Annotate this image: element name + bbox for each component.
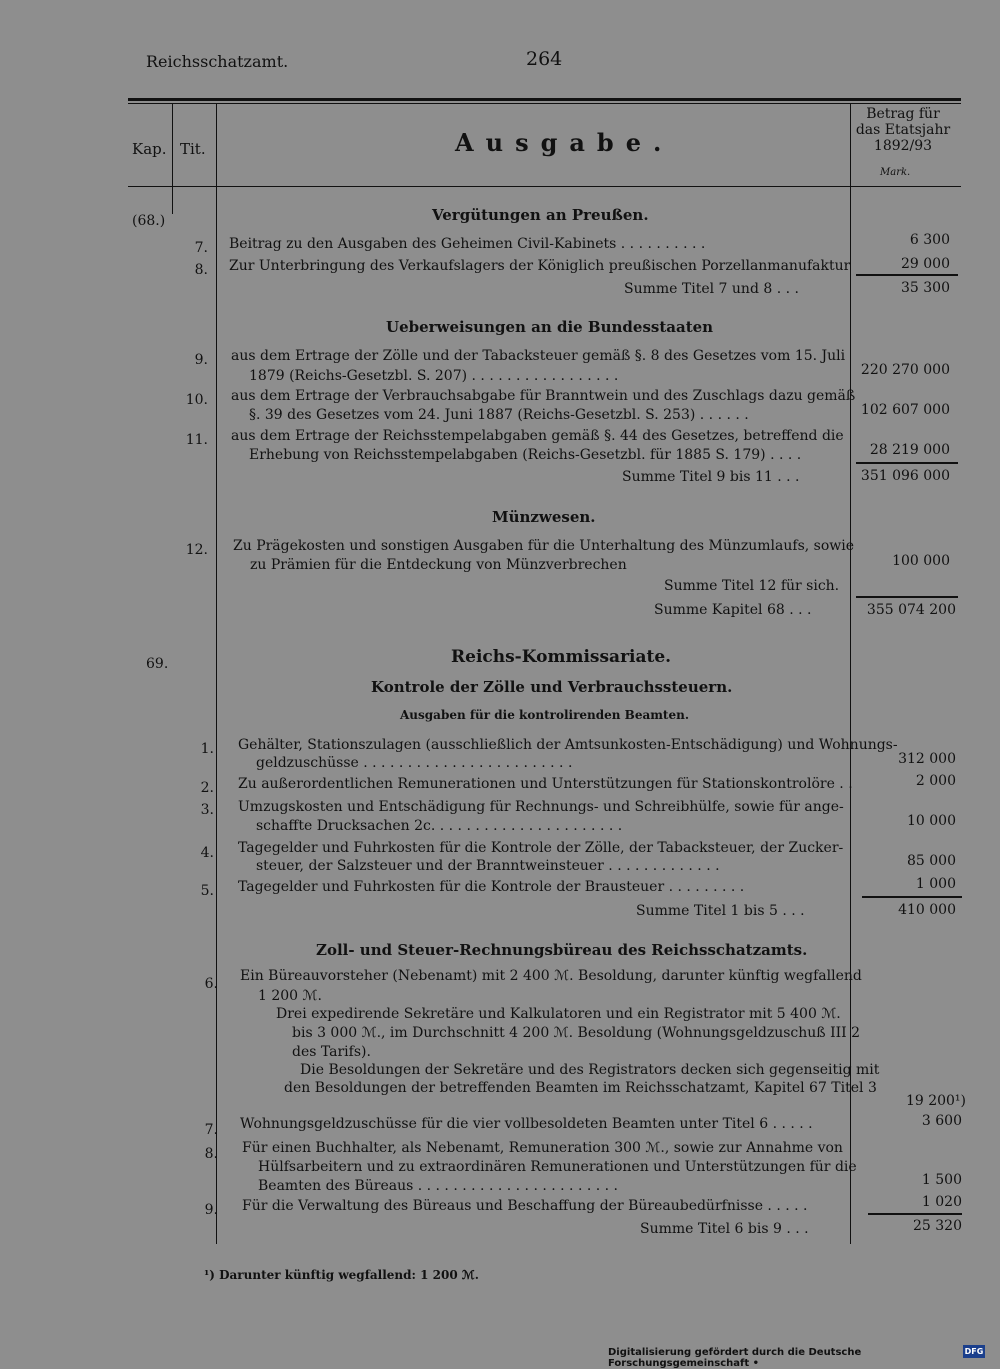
row-text: Umzugskosten und Entschädigung für Rechnungs- und Schreibhülfe, sowie für ange- <box>238 799 844 815</box>
row-amount: 100 000 <box>892 553 950 569</box>
tit-8: 8. <box>194 262 208 278</box>
tit-3: 3. <box>200 802 214 818</box>
tit-12: 12. <box>185 542 208 558</box>
row-amount: 1 020 <box>921 1194 962 1210</box>
section-heading: Vergütungen an Preußen. <box>432 206 649 224</box>
tit-9: 9. <box>204 1202 218 1218</box>
sum-amount: 355 074 200 <box>866 602 956 618</box>
currency-label: Mark. <box>880 167 911 178</box>
sum-label: Summe Titel 7 und 8 . . . <box>624 281 799 297</box>
sum-rule <box>856 462 958 464</box>
tit-7: 7. <box>194 240 208 256</box>
dfg-logo: DFG <box>964 1347 984 1356</box>
kap-header: Kap. <box>132 140 167 158</box>
row-text-cont: §. 39 des Gesetzes vom 24. Juni 1887 (Reichs-Gesetzbl. S. 253) . . . . . . <box>249 407 749 423</box>
sum-label: Summe Titel 9 bis 11 . . . <box>622 469 800 485</box>
sum-label: Summe Titel 1 bis 5 . . . <box>636 903 805 919</box>
row-text-cont: Die Besoldungen der Sekretäre und des Registrators decken sich gegenseitig mit <box>300 1062 880 1078</box>
betrag-line-2: das Etatsjahr <box>855 122 951 138</box>
section-heading: Münzwesen. <box>492 508 596 526</box>
betrag-line-1: Betrag für <box>866 106 940 122</box>
kap-69: 69. <box>146 656 169 672</box>
row-text-cont: 1879 (Reichs-Gesetzbl. S. 207) . . . . . . . . . . . . . . . . . <box>249 368 619 384</box>
kap-tit-divider <box>172 104 173 214</box>
row-text: aus dem Ertrage der Verbrauchsabgabe für Branntwein und des Zuschlags dazu gemäß <box>231 388 856 404</box>
row-text-cont: geldzuschüsse . . . . . . . . . . . . . . . . . . . . . . . . <box>256 755 573 771</box>
sum-rule <box>856 274 958 276</box>
row-text-cont: zu Prämien für die Entdeckung von Münzverbrechen <box>250 557 627 573</box>
row-text-cont: Hülfsarbeitern und zu extraordinären Remunerationen und Unterstützungen für die <box>258 1159 857 1175</box>
row-text-cont: Erhebung von Reichsstempelabgaben (Reichs-Gesetzbl. für 1885 S. 179) . . . . <box>249 447 802 463</box>
tit-9: 9. <box>194 352 208 368</box>
section-heading: Zoll- und Steuer-Rechnungsbüreau des Reichsschatzamts. <box>316 941 808 959</box>
row-amount: 1 500 <box>921 1172 962 1188</box>
row-text-cont: Drei expedirende Sekretäre und Kalkulatoren und ein Registrator mit 5 400 ℳ. <box>276 1006 841 1022</box>
top-rule-thin <box>128 103 961 104</box>
tit-2: 2. <box>200 780 214 796</box>
row-amount: 29 000 <box>901 256 950 272</box>
row-amount: 28 219 000 <box>869 442 950 458</box>
row-text: Beitrag zu den Ausgaben des Geheimen Civil-Kabinets . . . . . . . . . . <box>229 236 706 252</box>
row-amount: 6 300 <box>909 232 950 248</box>
row-text: Zur Unterbringung des Verkaufslagers der Königlich preußischen Porzellanmanufaktur <box>229 258 851 274</box>
tit-8: 8. <box>204 1146 218 1162</box>
sum-label: Summe Titel 6 bis 9 . . . <box>640 1221 809 1237</box>
tit-1: 1. <box>200 741 214 757</box>
tit-10: 10. <box>185 392 208 408</box>
tit-6: 6. <box>204 976 218 992</box>
kap-68: (68.) <box>132 213 166 229</box>
row-amount: 10 000 <box>907 813 956 829</box>
row-text: Für die Verwaltung des Büreaus und Beschaffung der Büreaubedürfnisse . . . . . <box>242 1198 808 1214</box>
page-title: Ausgabe. <box>455 128 674 157</box>
sum-rule <box>868 1213 962 1215</box>
row-text-cont: Beamten des Büreaus . . . . . . . . . . . . . . . . . . . . . . . <box>258 1178 618 1194</box>
row-text: Zu Prägekosten und sonstigen Ausgaben für die Unterhaltung des Münzumlaufs, sowie <box>233 538 855 554</box>
row-amount: 19 200¹) <box>905 1093 966 1109</box>
row-amount: 220 270 000 <box>860 362 950 378</box>
footnote: ¹) Darunter künftig wegfallend: 1 200 ℳ. <box>204 1268 479 1282</box>
section-heading: Reichs-Kommissariate. <box>451 647 672 667</box>
row-text: Für einen Buchhalter, als Nebenamt, Remuneration 300 ℳ., sowie zur Annahme von <box>242 1140 843 1156</box>
row-text: Zu außerordentlichen Remunerationen und Unterstützungen für Stationskontrolöre . . <box>238 776 853 792</box>
row-text: Wohnungsgeldzuschüsse für die vier vollbesoldeten Beamten unter Titel 6 . . . . . <box>240 1116 813 1132</box>
header-rule <box>128 186 961 187</box>
row-text: aus dem Ertrage der Reichsstempelabgaben gemäß §. 44 des Gesetzes, betreffend die <box>231 428 844 444</box>
row-text: Tagegelder und Fuhrkosten für die Kontrole der Brausteuer . . . . . . . . . <box>238 879 745 895</box>
row-text: Tagegelder und Fuhrkosten für die Kontrole der Zölle, der Tabacksteuer, der Zucker- <box>238 840 844 856</box>
sum-rule <box>862 896 962 898</box>
row-text-cont: steuer, der Salzsteuer und der Branntweinsteuer . . . . . . . . . . . . . <box>256 858 720 874</box>
row-amount: 1 000 <box>915 876 956 892</box>
sum-label: Summe Kapitel 68 . . . <box>654 602 812 618</box>
tit-11: 11. <box>185 432 208 448</box>
row-text: Gehälter, Stationszulagen (ausschließlich der Amtsunkosten-Entschädigung) und Wohnungs- <box>238 737 898 753</box>
page-number: 264 <box>526 48 563 70</box>
row-text-cont: schaffte Drucksachen 2c. . . . . . . . . . . . . . . . . . . . . . <box>256 818 623 834</box>
betrag-header <box>853 106 953 154</box>
top-rule-thick <box>128 98 961 101</box>
betrag-line-3: 1892/93 <box>873 138 933 154</box>
row-amount: 2 000 <box>915 773 956 789</box>
dfg-notice: Digitalisierung gefördert durch die Deutsche Forschungsgemeinschaft • <box>608 1347 862 1369</box>
row-text: Ein Büreauvorsteher (Nebenamt) mit 2 400 ℳ. Besoldung, darunter künftig wegfallend <box>240 968 862 984</box>
tit-4: 4. <box>200 845 214 861</box>
row-text-cont: bis 3 000 ℳ., im Durchschnitt 4 200 ℳ. Besoldung (Wohnungsgeldzuschuß III 2 <box>292 1025 861 1041</box>
row-amount: 3 600 <box>921 1113 962 1129</box>
row-text: aus dem Ertrage der Zölle und der Tabacksteuer gemäß §. 8 des Gesetzes vom 15. Juli <box>231 348 846 364</box>
sum-amount: 351 096 000 <box>860 468 950 484</box>
row-amount: 312 000 <box>898 751 956 767</box>
tit-header: Tit. <box>180 140 206 158</box>
row-text-cont: des Tarifs). <box>292 1044 371 1060</box>
row-amount: 102 607 000 <box>860 402 950 418</box>
sum-amount: 410 000 <box>898 902 956 918</box>
row-text-cont: den Besoldungen der betreffenden Beamten im Reichsschatzamt, Kapitel 67 Titel 3 <box>284 1080 877 1096</box>
section-subheading: Kontrole der Zölle und Verbrauchssteuern. <box>371 678 733 696</box>
sum-rule <box>856 596 958 598</box>
tit-5: 5. <box>200 883 214 899</box>
row-amount: 85 000 <box>907 853 956 869</box>
sum-label: Summe Titel 12 für sich. <box>664 578 840 594</box>
tit-7: 7. <box>204 1122 218 1138</box>
section-heading: Ueberweisungen an die Bundesstaaten <box>386 318 714 336</box>
row-text-cont: 1 200 ℳ. <box>258 988 322 1004</box>
running-header: Reichsschatzamt. <box>146 52 289 71</box>
sum-amount: 25 320 <box>913 1218 962 1234</box>
section-subsubheading: Ausgaben für die kontrolirenden Beamten. <box>400 708 690 722</box>
tit-text-divider <box>216 104 217 1244</box>
sum-amount: 35 300 <box>901 280 950 296</box>
